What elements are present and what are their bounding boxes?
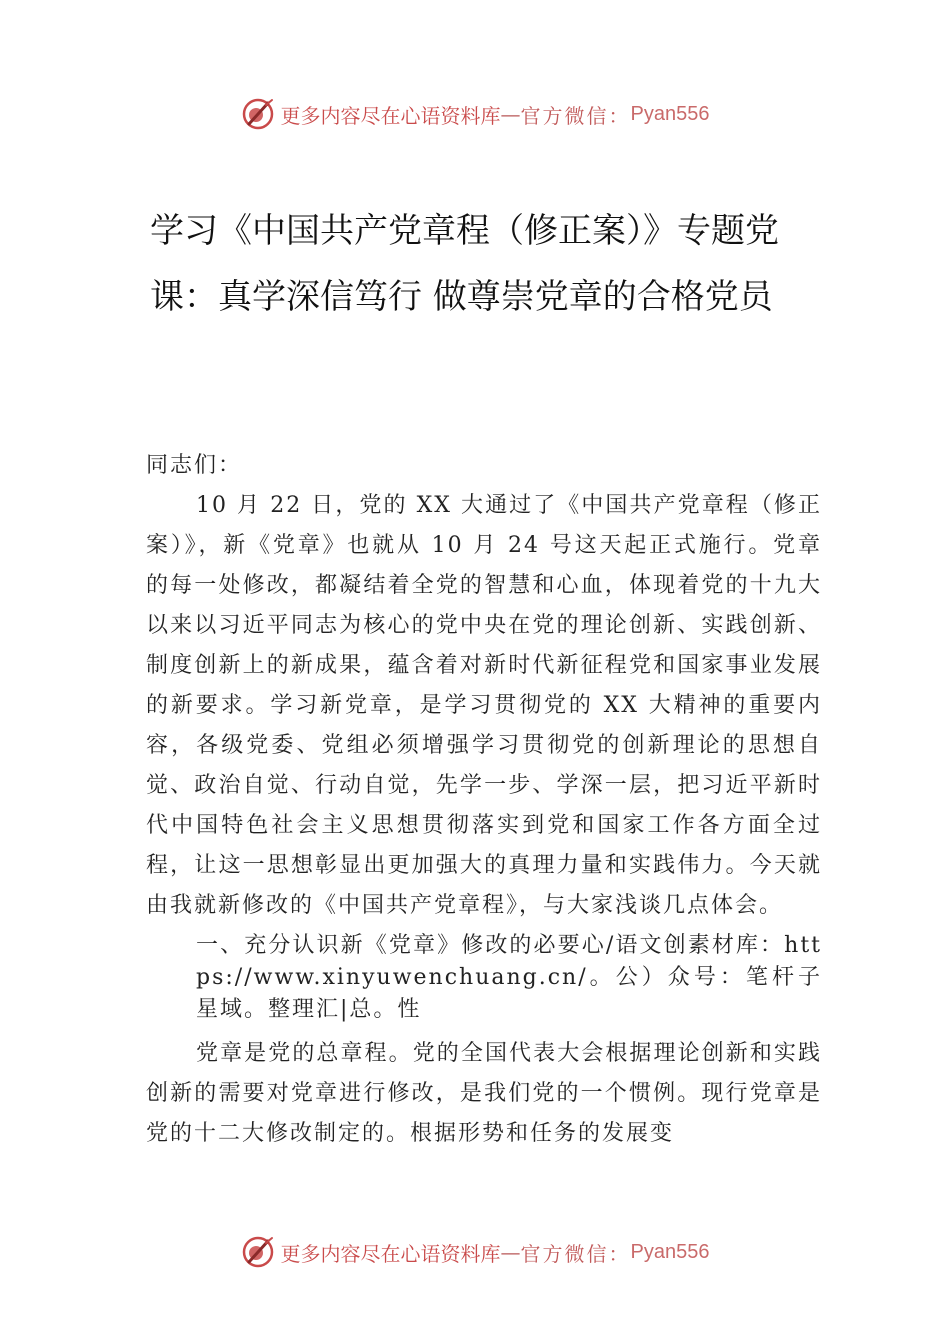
header-banner bbox=[0, 94, 950, 134]
document-title: 学习《中国共产党章程（修正案）》专题党课：真学深信笃行 做尊崇党章的合格党员 bbox=[150, 211, 779, 317]
salutation: 同志们： bbox=[146, 453, 243, 478]
banner-library-text: 更多内容尽在心语资料库 bbox=[280, 1241, 501, 1266]
paragraph-2: 党章是党的总章程。党的全国代表大会根据理论创新和实践创新的需要对党章进行修改，是我们党的一个惯例。现行党章是党的十二大修改制定的。根据形势和任务的发展变 bbox=[146, 1041, 822, 1146]
banner-wechat-id: Pyan556 bbox=[630, 102, 710, 125]
paragraph-intro: 10 月 22 日，党的 XX 大通过了《中国共产党章程（修正案）》，新《党章》也就从 10 月 24 号这天起正式施行。党章的每一处修改，都凝结着全党的智慧和心血，体现着党的十九大以来以习近平同志为核心的党中央在党的理论创新、实践创新、制度创新上的新成果，蕴含着对新时代新征程党和国家事业发展的新要求。学习新党章，是学习贯彻党的 XX 大精神的重要内容，各级党委、党组必须增强学习贯彻党的创新理论的思想自觉、政治自觉、行动自觉，先学一步、学深一层，把习近平新时代中国特色社会主义思想贯彻落实到党和国家工作各方面全过程，让这一思想彰显出更加强大的真理力量和实践伟力。今天就由我就新修改的《中国共产党章程》，与大家浅谈几点体会。 bbox=[146, 493, 822, 918]
section-heading-1: 一、充分认识新《党章》修改的必要心/语文创素材库：https://www.xinyuwenchuang.cn/。公）众号：笔杆子星域。整理汇|总。性 bbox=[196, 933, 822, 1022]
banner-wechat-label: 官方微信： bbox=[520, 103, 631, 128]
brush-logo-icon bbox=[241, 97, 275, 131]
banner-wechat-id: Pyan556 bbox=[630, 1240, 710, 1263]
banner-wechat-label: 官方微信： bbox=[520, 1241, 631, 1266]
banner-separator: — bbox=[500, 1240, 521, 1264]
document-body bbox=[146, 446, 822, 1154]
banner-separator: — bbox=[500, 102, 521, 126]
footer-banner bbox=[0, 1232, 950, 1272]
brush-logo-icon bbox=[241, 1235, 275, 1269]
banner-library-text: 更多内容尽在心语资料库 bbox=[280, 103, 501, 128]
